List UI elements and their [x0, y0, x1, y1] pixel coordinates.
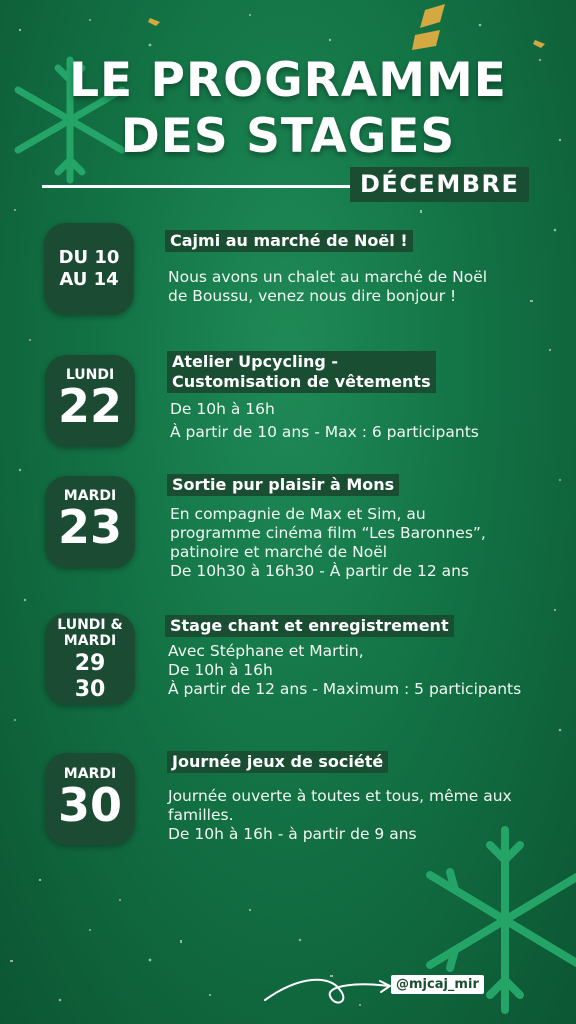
date-badge	[45, 476, 135, 568]
event-description	[168, 642, 521, 699]
event-description	[168, 268, 487, 306]
arrow-icon	[265, 980, 388, 1003]
event-description	[170, 400, 479, 442]
day-number: 30	[74, 677, 106, 703]
title-line: Atelier Upcycling -	[172, 352, 339, 371]
description-line: patinoire et marché de Noël	[170, 542, 388, 561]
description-line: En compagnie de Max et Sim, au	[170, 505, 426, 523]
social-handle[interactable]: @mjcaj_mir	[391, 975, 484, 994]
month-label: DÉCEMBRE	[350, 167, 529, 202]
event-title: Cajmi au marché de Noël !	[165, 230, 413, 252]
weekday-label: LUNDI	[65, 367, 115, 383]
description-line: programme cinéma film “Les Baronnes”,	[170, 523, 486, 542]
description-line: Journée ouverte à toutes et tous, même aux	[168, 787, 512, 805]
event-title: Sortie pur plaisir à Mons	[167, 474, 399, 496]
date-badge	[45, 613, 135, 705]
date-badge	[45, 355, 135, 447]
description-line: De 10h30 à 16h30 - À partir de 12 ans	[170, 561, 470, 580]
page-title-line2: DES STAGES	[120, 109, 456, 164]
description-line: de Boussu, venez nous dire bonjour !	[168, 286, 457, 305]
event-title: Stage chant et enregistrement	[165, 615, 454, 637]
weekday-label: MARDI	[63, 488, 117, 504]
description-line: Avec Stéphane et Martin,	[168, 642, 364, 660]
page-title-line1: LE PROGRAMME	[69, 53, 507, 108]
event-title: Journée jeux de société	[167, 751, 388, 773]
description-line: Nous avons un chalet au marché de Noël	[168, 268, 488, 286]
day-number: 23	[57, 500, 122, 554]
title-divider	[42, 185, 352, 188]
description-line: familles.	[168, 805, 234, 824]
date-range-end: AU 14	[59, 268, 119, 290]
description-line: À partir de 10 ans - Max : 6 participants	[170, 422, 479, 441]
description-line: De 10h à 16h - à partir de 9 ans	[168, 824, 417, 843]
date-range-start: DU 10	[58, 247, 120, 268]
event-title	[167, 351, 436, 393]
event-description	[170, 505, 486, 581]
day-number: 29	[74, 651, 106, 676]
description-line: De 10h à 16h	[170, 400, 275, 418]
day-number: 30	[57, 778, 122, 832]
date-badge	[45, 753, 135, 845]
title-line: Customisation de vêtements	[172, 372, 431, 391]
weekday-label: MARDI	[63, 766, 117, 782]
event-description	[168, 787, 512, 844]
date-badge	[44, 223, 134, 315]
description-line: À partir de 12 ans - Maximum : 5 participants	[168, 679, 522, 698]
weekday-label: LUNDI &	[57, 617, 123, 633]
day-number: 22	[57, 379, 122, 433]
description-line: De 10h à 16h	[168, 660, 273, 679]
weekday-label: MARDI	[63, 633, 117, 649]
